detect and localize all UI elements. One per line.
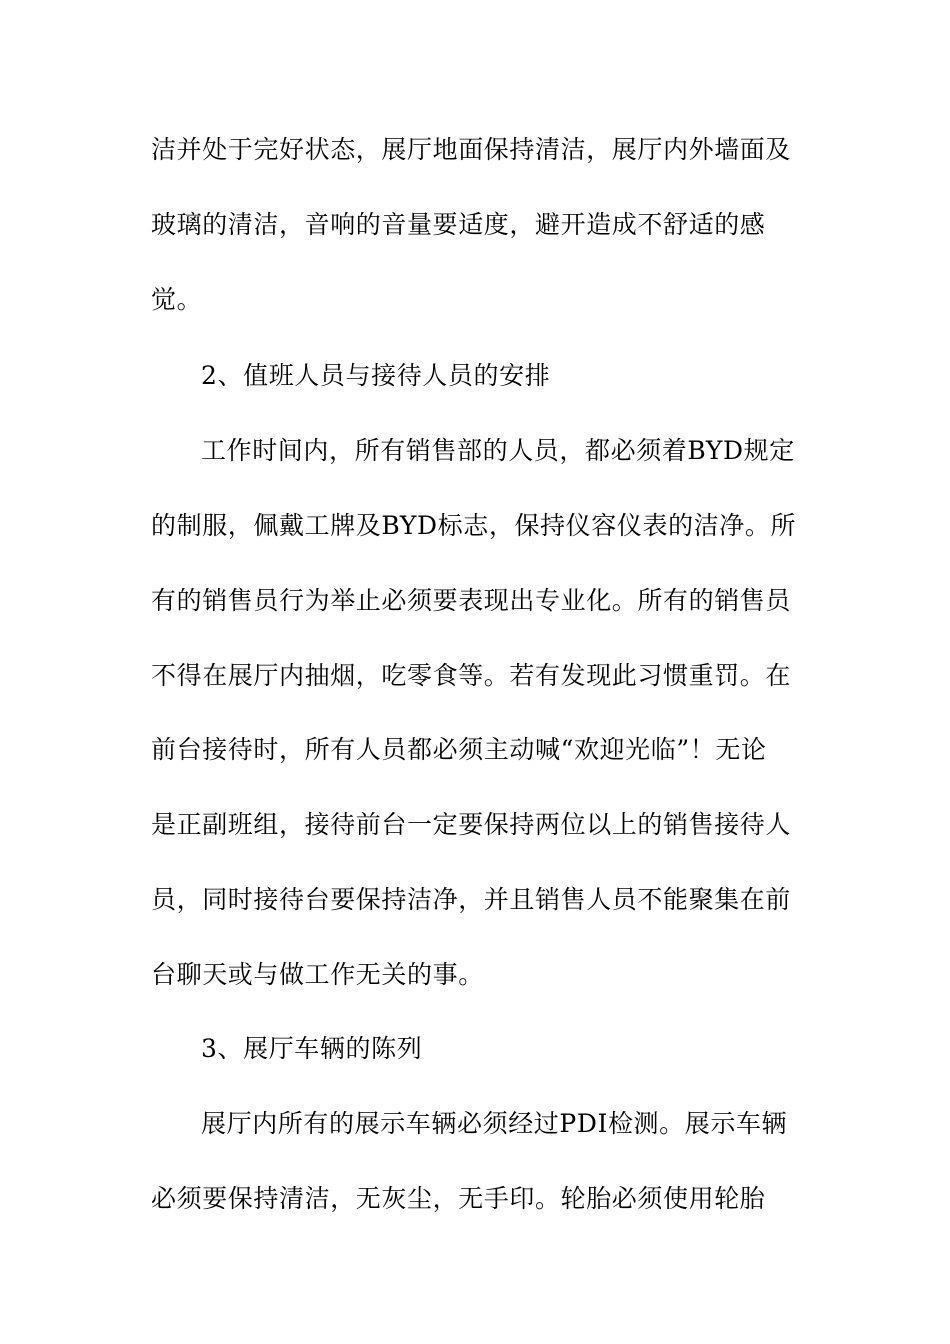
text-line: 是正副班组，接待前台一定要保持两位以上的销售接待人 [151,810,792,839]
text-line: 觉。 [151,285,203,314]
text-line: 台聊天或与做工作无关的事。 [151,960,484,989]
text-line: 工作时间内，所有销售部的人员，都必须着BYD规定 [201,436,795,465]
text-line: 玻璃的清洁，音响的音量要适度，避开造成不舒适的感 [151,210,766,239]
section-heading: 3、展厅车辆的陈列 [201,1034,423,1063]
text-line: 不得在展厅内抽烟，吃零食等。若有发现此习惯重罚。在 [151,661,792,690]
text-line: 的制服，佩戴工牌及BYD标志，保持仪容仪表的洁净。所 [151,511,797,540]
text-line: 前台接待时，所有人员都必须主动喊“欢迎光临”！无论 [151,735,767,764]
text-line: 员，同时接待台要保持洁净，并且销售人员不能聚集在前 [151,885,792,914]
section-heading: 2、值班人员与接待人员的安排 [201,361,551,390]
text-line: 有的销售员行为举止必须要表现出专业化。所有的销售员 [151,586,792,615]
text-line: 洁并处于完好状态，展厅地面保持清洁，展厅内外墙面及 [151,135,792,164]
text-line: 展厅内所有的展示车辆必须经过PDI检测。展示车辆 [201,1109,788,1138]
text-line: 必须要保持清洁，无灰尘，无手印。轮胎必须使用轮胎 [151,1184,766,1213]
